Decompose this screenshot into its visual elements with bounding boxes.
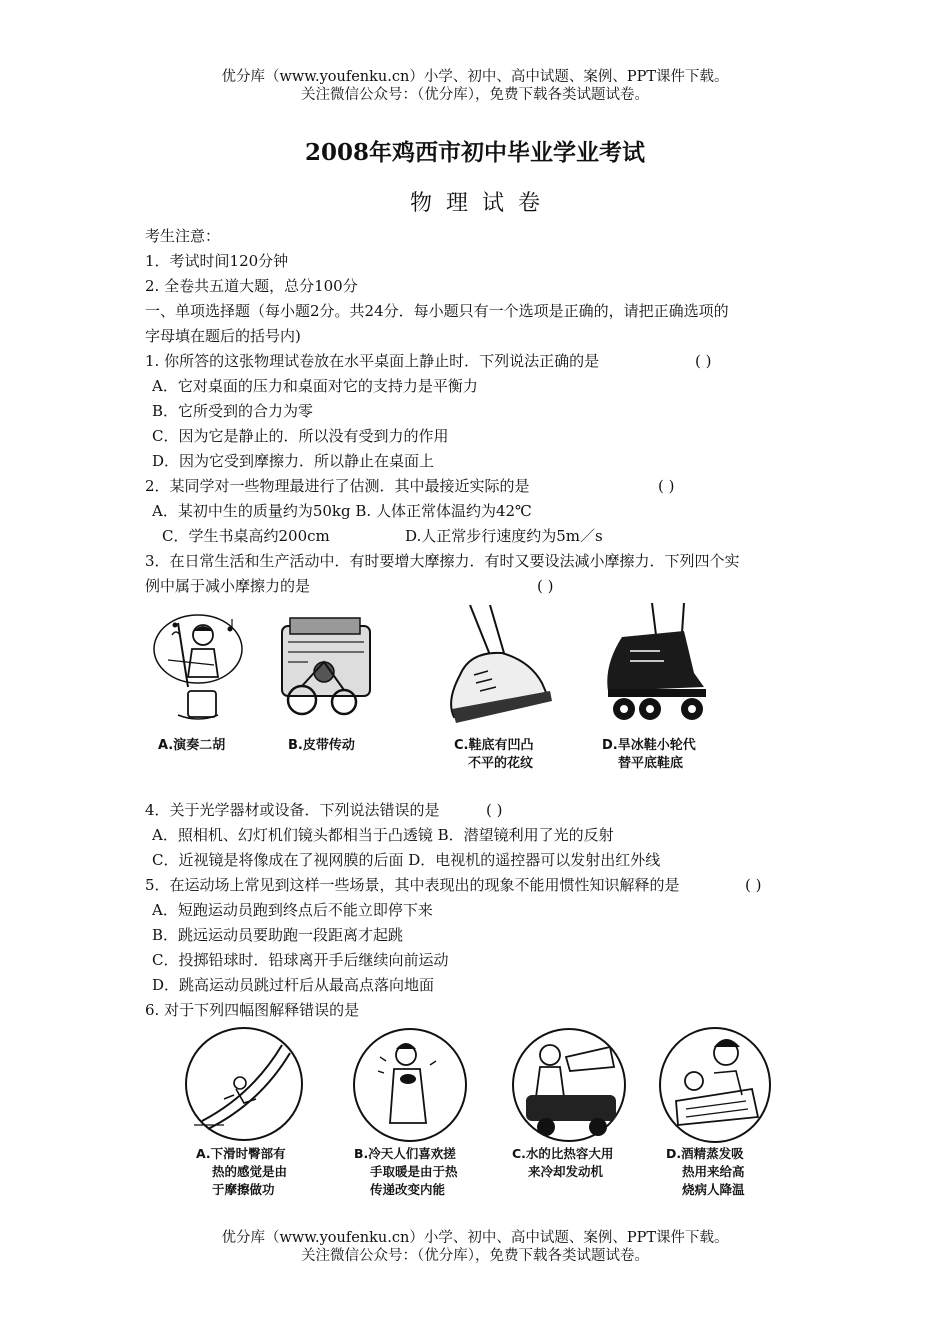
q3-caption-d-line1: D.旱冰鞋小轮代 — [602, 738, 696, 753]
section-1-instruction: 一、单项选择题（每小题2分。共24分．每小题只有一个选项是正确的，请把正确选项的 — [145, 302, 729, 320]
car-engine-figure — [510, 1027, 628, 1143]
q5-option-a: A．短跑运动员跑到终点后不能立即停下来 — [152, 901, 433, 919]
q2-option-ab: A．某初中生的质量约为50kg B. 人体正常体温约为42℃ — [152, 502, 532, 520]
q1-option-c: C．因为它是静止的．所以没有受到力的作用 — [152, 427, 449, 445]
q1-option-d: D．因为它受到摩擦力．所以静止在桌面上 — [152, 452, 435, 470]
q3-caption-d-line2: 替平底鞋底 — [618, 756, 684, 771]
rubbing-hands-figure — [350, 1027, 470, 1145]
q6-stem: 6. 对于下列四幅图解释错误的是 — [145, 1001, 360, 1019]
q6-caption-c-line1: C.水的比热容大用 — [512, 1146, 614, 1161]
q1-stem: 1. 你所答的这张物理试卷放在水平桌面上静止时．下列说法正确的是 — [145, 352, 600, 370]
q1-answer-paren: ( ) — [695, 352, 712, 370]
q5-option-d: D．跳高运动员跳过杆后从最高点落向地面 — [152, 976, 435, 994]
q5-option-b: B．跳远运动员要助跑一段距离才起跳 — [152, 926, 404, 944]
exam-subtitle: 物理试卷 — [409, 191, 554, 216]
q3-caption-c-line1: C.鞋底有凹凸 — [454, 738, 534, 753]
q5-answer-paren: ( ) — [745, 876, 762, 894]
notice-item-2: 2. 全卷共五道大题，总分100分 — [145, 277, 358, 295]
q5-option-c: C．投掷铅球时．铅球离开手后继续向前运动 — [152, 951, 449, 969]
q3-caption-c-line2: 不平的花纹 — [468, 756, 534, 771]
q4-stem: 4．关于光学器材或设备．下列说法错误的是 — [145, 801, 440, 819]
q4-option-cd: C．近视镜是将像成在了视网膜的后面 D．电视机的遥控器可以发射出红外线 — [152, 851, 661, 869]
q3-stem-cont: 例中属于减小摩擦力的是 — [145, 577, 311, 595]
footer-line-1: 优分库（www.youfenku.cn）小学、初中、高中试题、案例、PPT课件下载。 — [221, 1230, 729, 1246]
erhu-player-figure — [148, 605, 248, 725]
shoe-sole-figure — [430, 605, 560, 730]
q3-stem: 3．在日常生活和生产活动中．有时要增大摩擦力．有时又要设法减小摩擦力．下列四个实 — [145, 552, 740, 570]
q3-answer-paren: ( ) — [537, 577, 554, 595]
q1-option-a: A．它对桌面的压力和桌面对它的支持力是平衡力 — [152, 377, 478, 395]
q6-caption-a-line1: A.下滑时臀部有 — [196, 1146, 286, 1161]
q6-caption-d-line2: 热用来给高 — [682, 1164, 745, 1179]
engine-belt-figure — [272, 612, 380, 724]
q6-caption-c-line2: 来冷却发动机 — [528, 1164, 604, 1179]
header-line-1: 优分库（www.youfenku.cn）小学、初中、高中试题、案例、PPT课件下载。 — [221, 69, 729, 85]
q2-stem: 2．某同学对一些物理最进行了估测．其中最接近实际的是 — [145, 477, 530, 495]
q1-option-b: B．它所受到的合力为零 — [152, 402, 314, 420]
q6-caption-b-line1: B.冷天人们喜欢搓 — [354, 1146, 456, 1161]
q6-caption-b-line3: 传递改变内能 — [370, 1182, 446, 1197]
q4-option-ab: A．照相机、幻灯机们镜头都相当于凸透镜 B．潜望镜利用了光的反射 — [152, 826, 614, 844]
q5-stem: 5．在运动场上常见到这样一些场景，其中表现出的现象不能用惯性知识解释的是 — [145, 876, 680, 894]
exam-title: 2008年鸡西市初中毕业学业考试 — [304, 139, 645, 166]
header-line-2: 关注微信公众号：（优分库），免费下载各类试题试卷。 — [301, 87, 649, 103]
q6-caption-a-line3: 于摩擦做功 — [212, 1182, 275, 1197]
alcohol-cooling-figure — [656, 1025, 774, 1145]
notice-heading: 考生注意： — [145, 227, 221, 245]
q6-caption-a-line2: 热的感觉是由 — [212, 1164, 288, 1179]
q2-answer-paren: ( ) — [658, 477, 675, 495]
q3-caption-a: A.演奏二胡 — [158, 738, 226, 753]
notice-item-1: 1．考试时间120分钟 — [145, 252, 289, 270]
q3-caption-b: B.皮带传动 — [288, 738, 355, 753]
q6-caption-b-line2: 手取暖是由于热 — [370, 1164, 458, 1179]
q6-caption-d-line3: 烧病人降温 — [682, 1182, 745, 1197]
roller-skate-figure — [600, 603, 716, 728]
q4-answer-paren: ( ) — [486, 801, 503, 819]
footer-line-2: 关注微信公众号：（优分库），免费下载各类试题试卷。 — [301, 1248, 649, 1264]
q2-option-d: D.人正常步行速度约为5m／s — [405, 527, 603, 545]
section-1-instruction-cont: 字母填在题后的括号内) — [145, 327, 301, 345]
q2-option-c: C．学生书桌高约200cm — [162, 527, 330, 545]
slide-figure — [182, 1025, 306, 1143]
q6-caption-d-line1: D.酒精蒸发吸 — [666, 1146, 744, 1161]
